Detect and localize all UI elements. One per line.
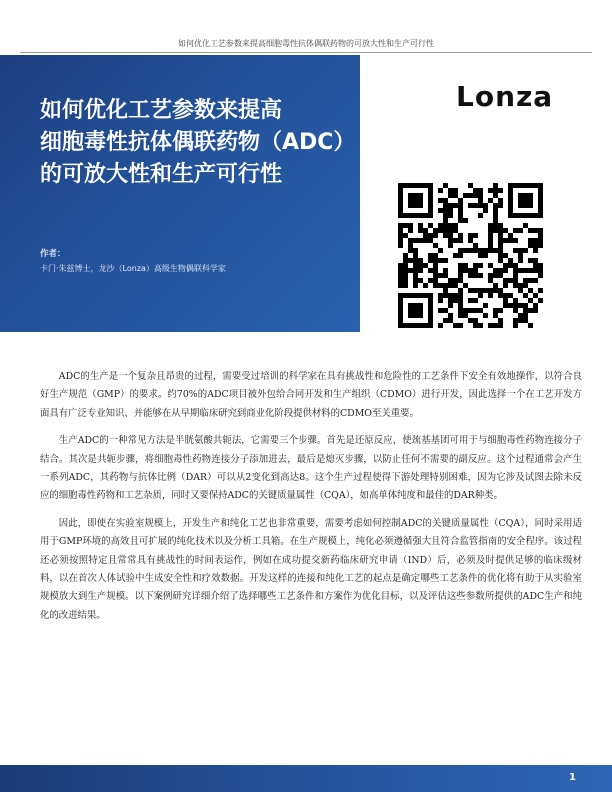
qr-code-icon[interactable] bbox=[398, 183, 543, 328]
paragraph: 生产ADC的一种常见方法是半胱氨酸共轭法，它需要三个步骤。首先是还原反应，使巯基基团可用于与细胞毒性药物连接分子结合。其次是共轭步骤，将细胞毒性药物连接分子添加进去，最后是熄灭步骤，以防止任何不需要的副反应。这个过程通常会产生一系列ADC，其药物与抗体比例（DAR）可以从2变化到高达8。这个生产过程使得下游处理特别困难，因为它涉及试图去除未反应的细胞毒性药物和工艺杂质，同时又要保持ADC的关键质量属性（CQA），如高单体纯度和最佳的DAR种类。 bbox=[40, 435, 582, 502]
author-label: 作者： bbox=[40, 249, 66, 259]
author-names: 卡门·朱兹博士，龙沙（Lonza）高级生物偶联科学家 bbox=[40, 264, 226, 273]
lonza-logo: Lonza bbox=[456, 80, 554, 113]
paragraph: ADC的生产是一个复杂且昂贵的过程，需要受过培训的科学家在具有挑战性和危险性的工艺条件下安全有效地操作，以符合良好生产规范（GMP）的要求。约70%的ADC项目被外包给合同开发和生产组织（CDMO）进行开发，因此选择一个在工艺开发方面具有广泛专业知识、并能够在从早期临床研究到商业化阶段提供材料的CDMO至关重要。 bbox=[40, 371, 582, 419]
title-line-3: 的可放大性和生产可行性 bbox=[40, 162, 283, 187]
title-line-2: 细胞毒性抗体偶联药物（ADC） bbox=[40, 130, 356, 155]
title-line-1: 如何优化工艺参数来提高 bbox=[40, 98, 283, 123]
document-title bbox=[40, 95, 356, 191]
paragraph: 因此，即使在实验室规模上，开发生产和纯化工艺也非常重要，需要考虑如何控制ADC的关键质量属性（CQA），同时采用适用于GMP环境的高效且可扩展的纯化技术以及分析工具箱。在生产规模上，纯化必须遵循强大且符合监管指南的安全程序。该过程还必须按照特定且常常具有挑战性的时间表运作，例如在成功提交新药临床研究申请（IND）后，必须及时提供足够的临床级材料，以在首次人体试验中生成安全性和疗效数据。开发这样的连接和纯化工艺的起点是确定哪些工艺条件的优化将有助于从实验室规模放大到生产规模。以下案例研究详细介绍了选择哪些工艺条件和方案作为优化目标，以及评估这些参数所提供的ADC生产和纯化的改进结果。 bbox=[40, 517, 582, 621]
running-header bbox=[0, 0, 612, 50]
hero-banner bbox=[0, 55, 360, 332]
body-content bbox=[40, 368, 582, 634]
header-rule bbox=[20, 52, 592, 53]
running-header-text: 如何优化工艺参数来提高细胞毒性抗体偶联药物的可放大性和生产可行性 bbox=[178, 39, 434, 48]
footer-band bbox=[0, 765, 612, 792]
page-number: 1 bbox=[569, 772, 576, 783]
